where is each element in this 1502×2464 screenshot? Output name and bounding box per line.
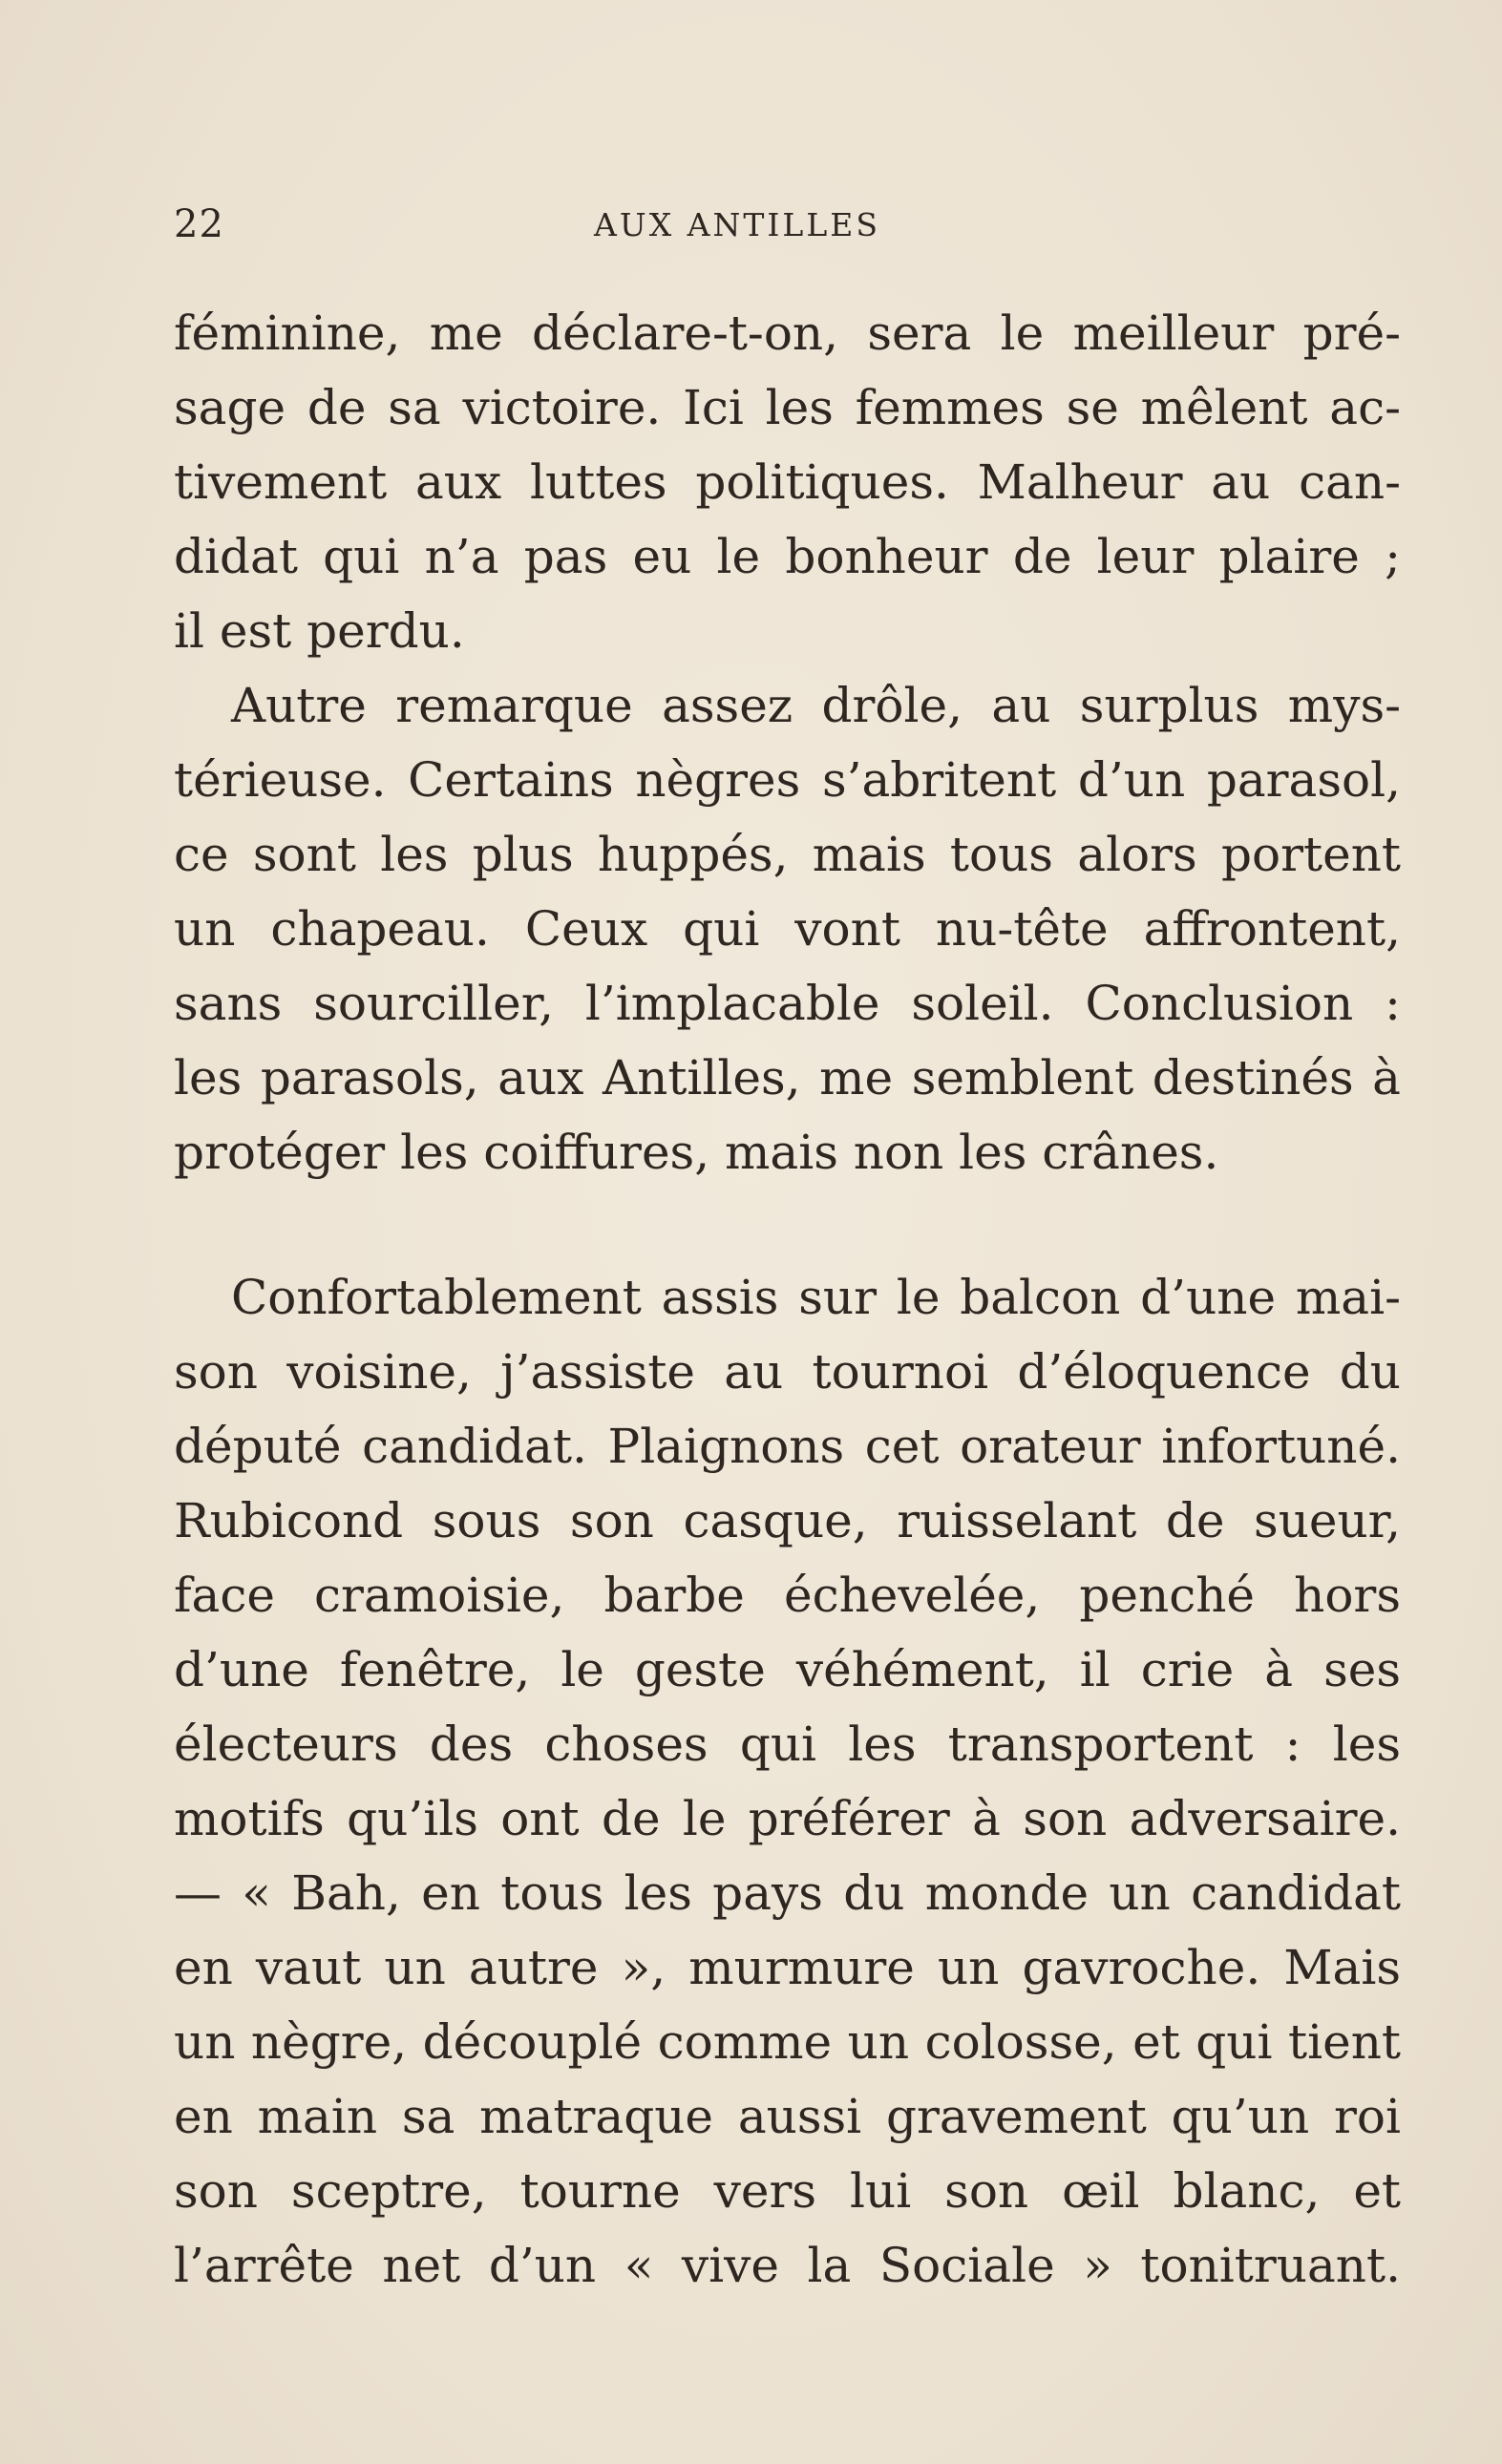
text-line: député candidat. Plaignons cet orateur infortuné. <box>174 1419 1401 1474</box>
text-line: didat qui n’a pas eu le bonheur de leur plaire ; <box>174 529 1401 584</box>
text-block-lower <box>174 1260 1401 2303</box>
text-line: d’une fenêtre, le geste véhément, il crie à ses <box>174 1642 1401 1697</box>
text-line: en vaut un autre », murmure un gavroche. Mais <box>174 1940 1401 1995</box>
text-line: son sceptre, tourne vers lui son œil blanc, et <box>174 2163 1401 2219</box>
text-line: ce sont les plus huppés, mais tous alors portent <box>174 827 1401 882</box>
text-line: en main sa matraque aussi gravement qu’un roi <box>174 2089 1401 2144</box>
text-line: tivement aux luttes politiques. Malheur au can- <box>174 454 1401 510</box>
text-line: face cramoisie, barbe échevelée, penché hors <box>174 1568 1401 1623</box>
text-line: un nègre, découplé comme un colosse, et qui tient <box>174 2014 1401 2070</box>
running-title: AUX ANTILLES <box>594 206 880 243</box>
text-line: motifs qu’ils ont de le préférer à son adversaire. <box>174 1791 1401 1846</box>
text-line: Rubicond sous son casque, ruisselant de sueur, <box>174 1493 1401 1548</box>
text-line: son voisine, j’assiste au tournoi d’éloquence du <box>174 1344 1401 1400</box>
text-line: il est perdu. <box>174 603 465 659</box>
text-line: l’arrête net d’un « vive la Sociale » tonitruant. <box>174 2238 1401 2293</box>
text-line: protéger les coiffures, mais non les crânes. <box>174 1125 1219 1180</box>
text-line: un chapeau. Ceux qui vont nu-tête affrontent, <box>174 901 1401 957</box>
text-line: — « Bah, en tous les pays du monde un candidat <box>174 1865 1401 1921</box>
text-line: Autre remarque assez drôle, au surplus mys- <box>231 678 1401 733</box>
text-line: sans sourciller, l’implacable soleil. Conclusion : <box>174 976 1401 1031</box>
text-block-upper <box>174 296 1401 1190</box>
paragraph-1 <box>174 296 1401 668</box>
text-line: térieuse. Certains nègres s’abritent d’un parasol, <box>174 752 1401 808</box>
text-line: féminine, me déclare-t-on, sera le meilleur pré- <box>174 305 1401 361</box>
page-header <box>174 202 1401 260</box>
page-number: 22 <box>174 202 224 246</box>
text-line: les parasols, aux Antilles, me semblent destinés à <box>174 1050 1401 1106</box>
paragraph-2 <box>174 668 1401 1190</box>
text-line: Confortablement assis sur le balcon d’une mai- <box>231 1270 1401 1325</box>
text-line: sage de sa victoire. Ici les femmes se mêlent ac- <box>174 380 1401 435</box>
paragraph-3 <box>174 1260 1401 2303</box>
text-line: électeurs des choses qui les transportent : les <box>174 1716 1401 1772</box>
